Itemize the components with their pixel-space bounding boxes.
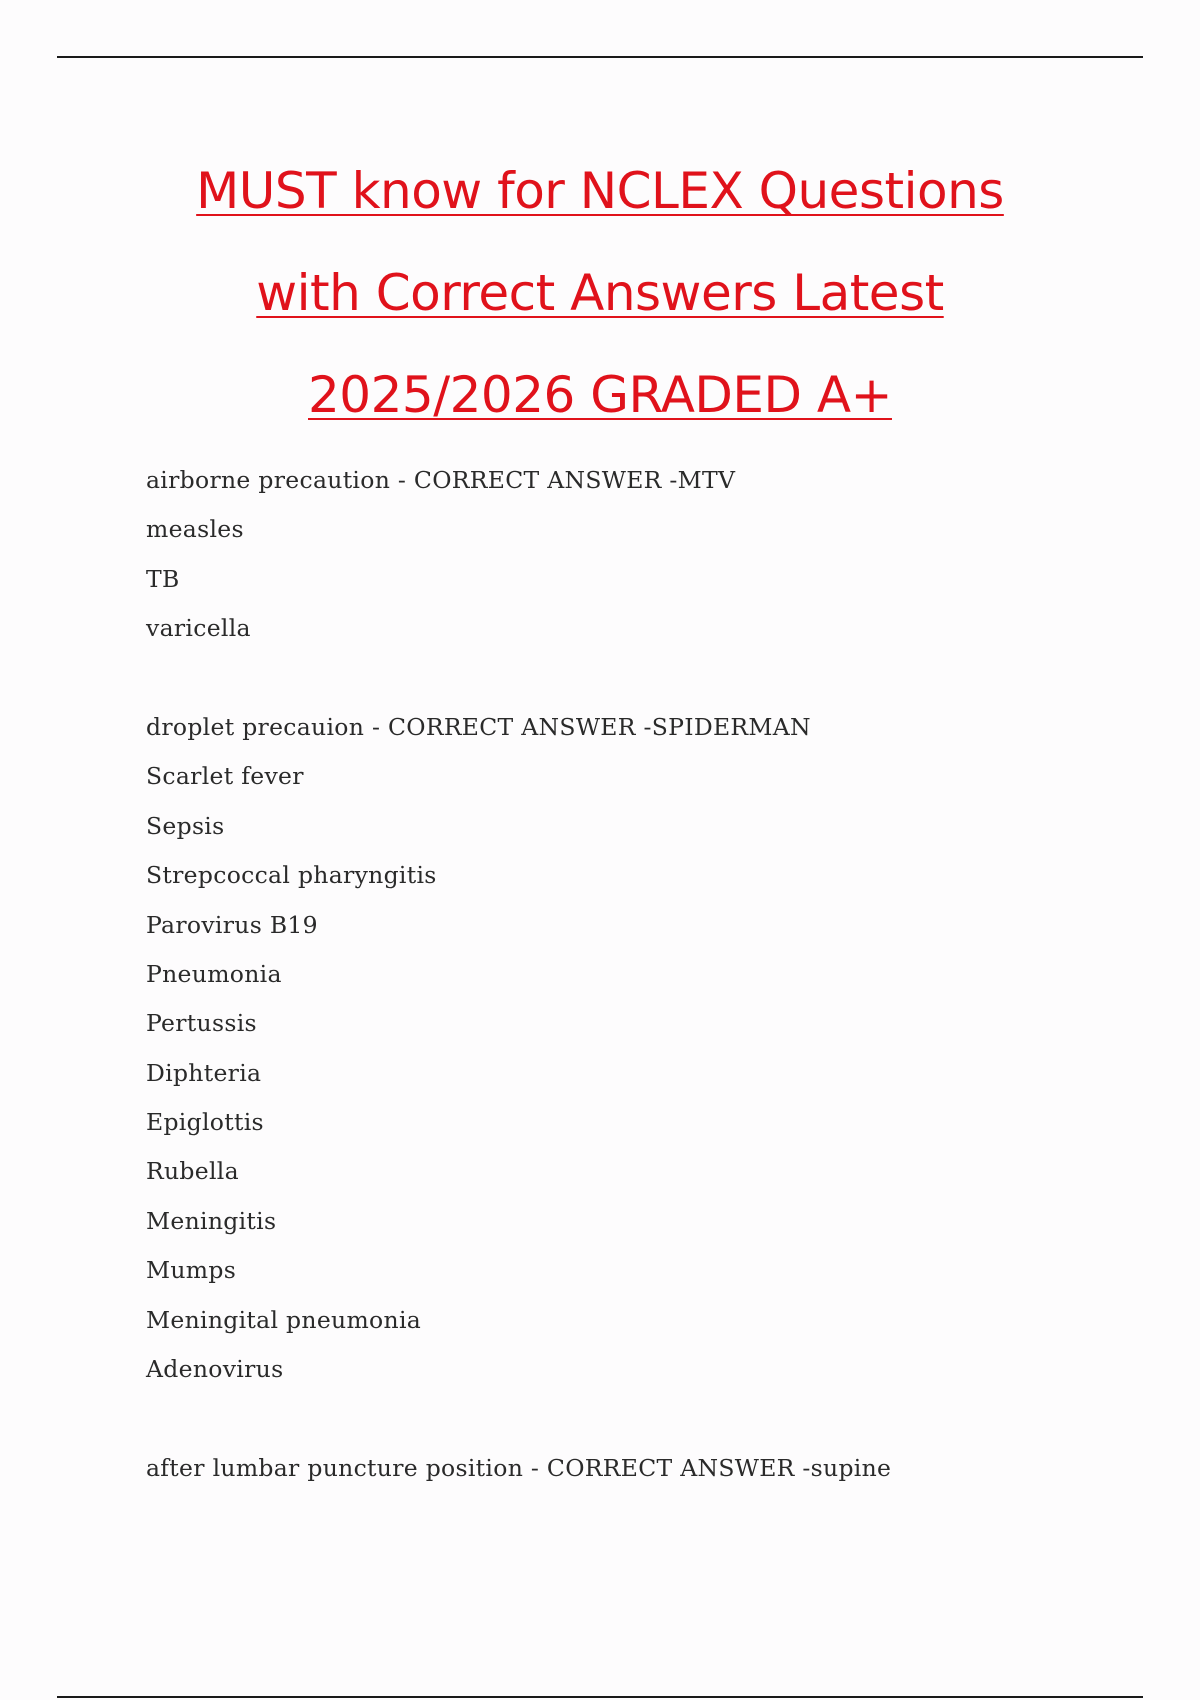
question-line: after lumbar puncture position - CORRECT ANSWER -supine	[146, 1453, 892, 1482]
answer-item: Pertussis	[146, 1009, 257, 1038]
answer-item: Meningital pneumonia	[146, 1305, 422, 1334]
blank-line	[146, 1394, 1146, 1443]
answer-item: TB	[146, 564, 180, 593]
answer-item: Strepcoccal pharyngitis	[146, 861, 437, 890]
header-rule	[57, 56, 1143, 58]
document-body	[146, 456, 1146, 1493]
answer-item: Parovirus B19	[146, 910, 318, 939]
footer-rule	[57, 1696, 1143, 1698]
answer-item: Scarlet fever	[146, 762, 304, 791]
answer-item: Pneumonia	[146, 959, 282, 988]
document-title	[57, 140, 1143, 446]
answer-item: Adenovirus	[146, 1355, 284, 1384]
title-line-text: with Correct Answers Latest	[256, 264, 944, 322]
answer-item: Mumps	[146, 1256, 237, 1285]
answer-item: varicella	[146, 614, 251, 643]
title-line	[57, 242, 1143, 344]
title-line	[57, 140, 1143, 242]
title-line	[57, 344, 1143, 446]
title-line-text: 2025/2026 GRADED A+	[308, 366, 892, 424]
answer-item: Meningitis	[146, 1206, 277, 1235]
answer-item: Sepsis	[146, 811, 225, 840]
blank-line	[146, 654, 1146, 703]
answer-item: Epiglottis	[146, 1108, 264, 1137]
title-line-text: MUST know for NCLEX Questions	[196, 162, 1004, 220]
answer-item: Rubella	[146, 1157, 239, 1186]
answer-item: measles	[146, 515, 244, 544]
answer-item: Diphteria	[146, 1058, 262, 1087]
question-line: droplet precauion - CORRECT ANSWER -SPIDERMAN	[146, 712, 811, 741]
question-line: airborne precaution - CORRECT ANSWER -MTV	[146, 466, 736, 494]
